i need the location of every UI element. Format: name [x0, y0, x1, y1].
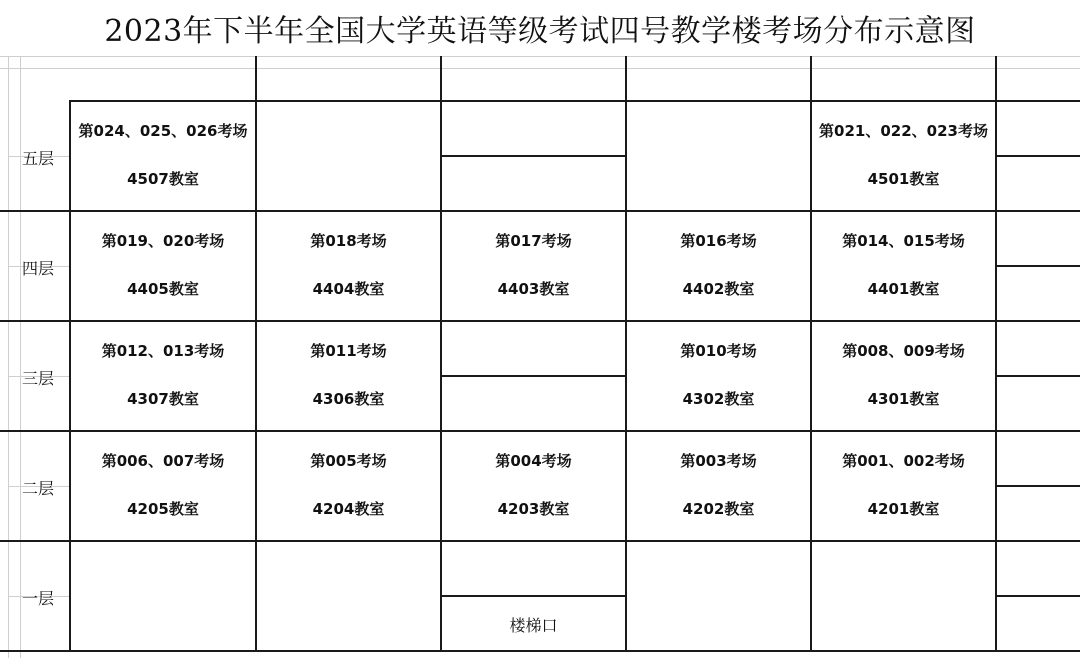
cell-split	[995, 595, 1080, 597]
exam-number: 第014、015考场	[842, 232, 965, 250]
room-4307	[71, 340, 255, 410]
cell-split	[440, 375, 627, 377]
classroom-number: 4302教室	[682, 390, 755, 408]
room-4405	[71, 230, 255, 300]
exam-number: 第006、007考场	[101, 452, 225, 470]
room-4401	[812, 230, 995, 300]
classroom-number: 4405教室	[127, 280, 199, 298]
classroom-number: 4204教室	[312, 500, 385, 518]
exam-number: 第003考场	[680, 452, 757, 470]
classroom-number: 4306教室	[312, 390, 385, 408]
room-4507	[71, 120, 255, 190]
floor-border	[0, 210, 1080, 212]
classroom-number: 4403教室	[497, 280, 570, 298]
floor-label-2: 二层	[22, 479, 55, 498]
classroom-number: 4307教室	[127, 390, 199, 408]
column-border	[995, 56, 997, 652]
cell-split	[995, 155, 1080, 157]
room-4302	[627, 340, 810, 410]
exam-number: 第005考场	[310, 452, 387, 470]
room-4205	[71, 450, 255, 520]
exam-number: 第001、002考场	[842, 452, 965, 470]
classroom-number: 4507教室	[127, 170, 199, 188]
room-4204	[257, 450, 440, 520]
floor-border	[0, 540, 1080, 542]
floor-border	[69, 100, 1080, 102]
room-4306	[257, 340, 440, 410]
room-4301	[812, 340, 995, 410]
exam-number: 第024、025、026考场	[78, 122, 248, 140]
exam-number: 第019、020考场	[101, 232, 225, 250]
exam-number: 第004考场	[495, 452, 572, 470]
classroom-number: 4402教室	[682, 280, 755, 298]
cell-split	[440, 595, 627, 597]
exam-number: 第016考场	[680, 232, 757, 250]
floor-label-3: 三层	[22, 369, 55, 388]
sheet-grid-line	[0, 56, 1080, 57]
floor-label-5: 五层	[22, 149, 55, 168]
room-4202	[627, 450, 810, 520]
exam-number: 第021、022、023考场	[819, 122, 988, 140]
room-4402	[627, 230, 810, 300]
classroom-number: 4202教室	[682, 500, 755, 518]
stairway-label: 楼梯口	[509, 616, 558, 635]
exam-number: 第011考场	[310, 342, 387, 360]
room-4404	[257, 230, 440, 300]
classroom-number: 4301教室	[867, 390, 940, 408]
room-4403	[442, 230, 625, 300]
sheet-grid-line	[0, 68, 1080, 69]
page-title: 2023年下半年全国大学英语等级考试四号教学楼考场分布示意图	[104, 14, 976, 49]
floor-label-4: 四层	[22, 259, 55, 278]
column-border	[440, 56, 442, 652]
floor-label-1: 一层	[22, 589, 55, 608]
cell-split	[995, 265, 1080, 267]
classroom-number: 4401教室	[867, 280, 940, 298]
floor-border	[0, 430, 1080, 432]
room-4201	[812, 450, 995, 520]
cell-split	[995, 485, 1080, 487]
exam-number: 第017考场	[495, 232, 572, 250]
classroom-number: 4501教室	[867, 170, 940, 188]
classroom-number: 4205教室	[127, 500, 199, 518]
room-4203	[442, 450, 625, 520]
sheet-grid-line	[8, 56, 9, 658]
floor-border	[0, 650, 1080, 652]
cell-split	[995, 375, 1080, 377]
exam-number: 第018考场	[310, 232, 387, 250]
classroom-number: 4203教室	[497, 500, 570, 518]
exam-number: 第008、009考场	[842, 342, 965, 360]
exam-number: 第012、013考场	[101, 342, 225, 360]
cell-split	[440, 155, 627, 157]
classroom-number: 4201教室	[867, 500, 940, 518]
room-4501	[812, 120, 995, 190]
classroom-number: 4404教室	[312, 280, 385, 298]
floor-border	[0, 320, 1080, 322]
exam-number: 第010考场	[680, 342, 757, 360]
sheet-grid-line	[20, 56, 21, 658]
